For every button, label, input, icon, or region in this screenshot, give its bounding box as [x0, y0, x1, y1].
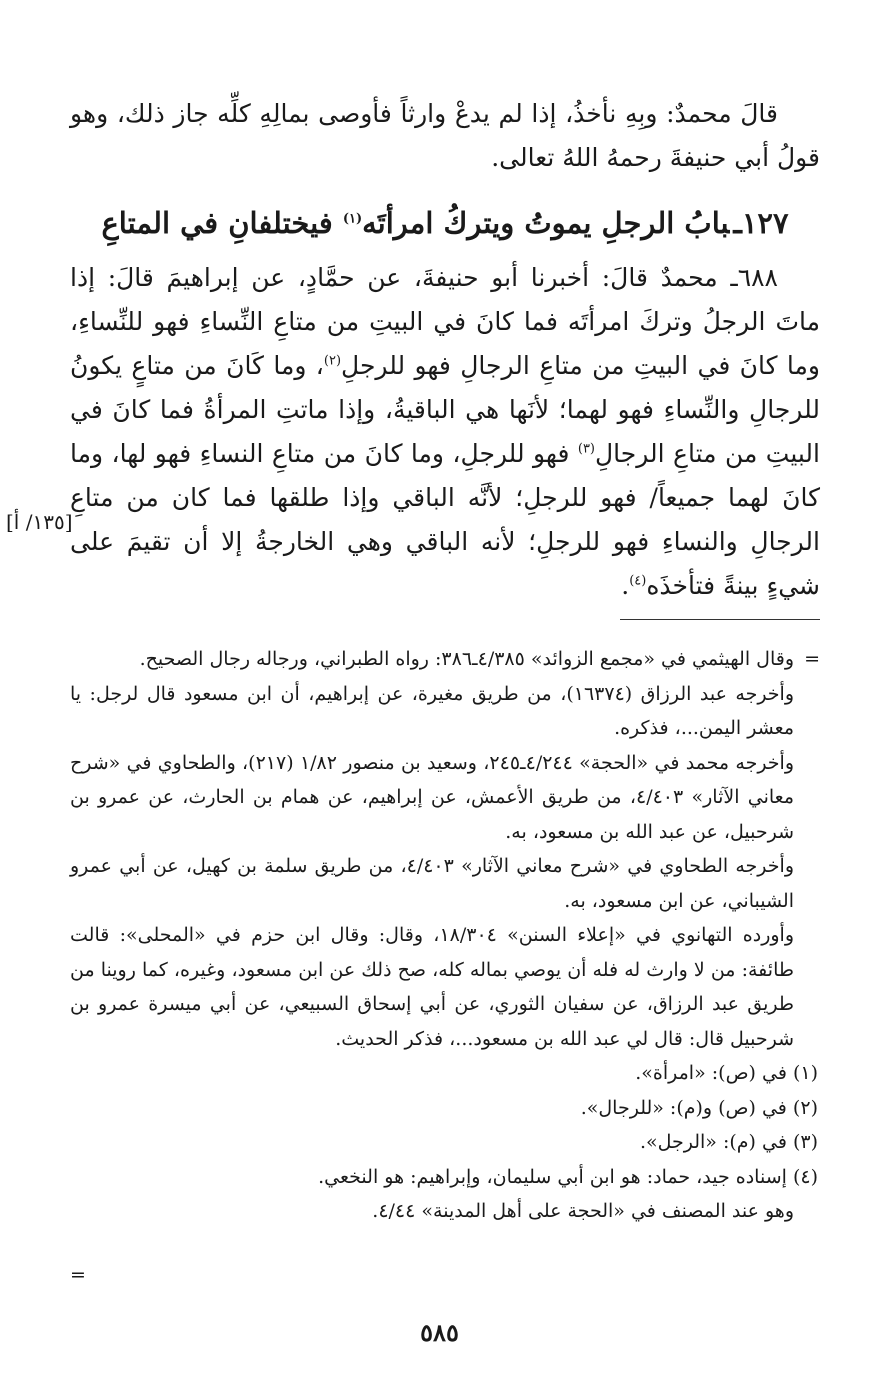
continuation-mark: = [804, 648, 820, 670]
note-haythami: وقال الهيثمي في «مجمع الزوائد» ٤/٣٨٥ـ٣٨٦: رواه الطبراني، ورجاله رجال الصحيح. [139, 648, 794, 670]
paragraph-688-part-c: فهو للرجلِ، وما كانَ من متاعِ النساءِ فهو لها، وما كانَ لهما جميعاً/ فهو للرجلِ؛ لأنَّه الباقي وإذا طلقها فما كان من متاعِ الرجالِ والنساءِ فهو للرجلِ؛ لأنه الباقي وهي الخارجةُ إلا أن تقيمَ على شيءٍ بينةً فتأخذَه [70, 439, 820, 600]
footnote-ref-2[interactable]: (٢) [323, 353, 342, 369]
paragraph-688-part-b: ، وما كَانَ من متاعٍ يكونُ للرجالِ والنِّساءِ فهو لهما؛ لأنَها هي الباقيةُ، وإذا ماتتِ المرأةُ فما كانَ في البيتِ من متاعِ الرجالِ [70, 351, 820, 468]
footnote-3: (٣) في (م): «الرجل». [639, 1131, 818, 1153]
paragraph-688-end: . [621, 571, 630, 600]
heading-text-a: بابُ الرجلِ يموتُ ويتركُ امرأتَه [362, 206, 730, 240]
footnote-1: (١) في (ص): «امرأة». [635, 1062, 818, 1084]
main-text [70, 92, 820, 608]
heading-number: ١٢٧ـ [733, 206, 789, 240]
paragraph-688-part-a: ٦٨٨ـ محمدٌ قالَ: أخبرنا أبو حنيفةَ، عن حمَّادٍ، عن إبراهيمَ قالَ: إذا ماتَ الرجلُ وتركَ امرأتَه فما كانَ في البيتِ من متاعِ النِّساءِ فهو للنِّساءِ، وما كانَ في البيتِ من متاعِ الرجالِ فهو للرجلِ [70, 263, 820, 380]
footnote-ref-4[interactable]: (٤) [629, 573, 647, 589]
note-hujja: وأخرجه محمد في «الحجة» ٤/٢٤٤ـ٢٤٥، وسعيد بن منصور ١/٨٢ (٢١٧)، والطحاوي في «شرح معاني الآثار» ٤/٤٠٣، من طريق الأعمش، عن إبراهيم، عن همام بن الحارث، عن عمرو بن شرحبيل، عن عبد الله بن مسعود، به. [70, 751, 795, 843]
note-abdulrazzaq: وأخرجه عبد الرزاق (١٦٣٧٤)، من طريق مغيرة، عن إبراهيم، أن ابن مسعود قال لرجل: يا معشر اليمن...، فذكره. [70, 682, 794, 739]
manuscript-folio-ref: [١٣٥/ أ] [6, 510, 73, 534]
footnote-separator [620, 619, 820, 620]
footnotes-section [70, 642, 820, 1229]
footnote-2: (٢) في (ص) و(م): «للرجال». [580, 1096, 818, 1119]
footnote-4: (٤) إسناده جيد، حماد: هو ابن أبي سليمان، وإبراهيم: هو النخعي. [318, 1165, 818, 1188]
chapter-heading [70, 196, 820, 250]
intro-paragraph: قالَ محمدٌ: وبِهِ نأخذُ، إذا لم يدعْ وارثاً فأوصى بمالِهِ كلِّه جاز ذلك، وهو قولُ أبي حنيفةَ رحمهُ اللهُ تعالى. [70, 99, 820, 172]
footnote-4-continuation: وهو عند المصنف في «الحجة على أهل المدينة» ٤/٤٤. [372, 1200, 794, 1222]
note-continues-mark: = [70, 1264, 86, 1286]
paragraph-688 [70, 256, 820, 608]
note-continuation [70, 642, 820, 677]
heading-text-b: فيختلفانِ في المتاعِ [101, 206, 343, 240]
note-tahawi: وأخرجه الطحاوي في «شرح معاني الآثار» ٤/٤٠٣، من طريق سلمة بن كهيل، عن أبي عمرو الشيباني، عن ابن مسعود، به. [70, 855, 794, 912]
page-number: ٥٨٥ [420, 1318, 459, 1347]
footnote-ref-3[interactable]: (٣) [577, 441, 595, 457]
footnote-ref-1[interactable]: (١) [342, 211, 363, 227]
note-tahanawi: وأورده التهانوي في «إعلاء السنن» ١٨/٣٠٤، وقال: وقال ابن حزم في «المحلى»: قالت طائفة: من لا وارث له فله أن يوصي بماله كله، صح ذلك عن ابن مسعود، وغيره، كما روينا من طريق عبد الرزاق، عن سفيان الثوري، عن أبي إسحاق السبيعي، عن أبي ميسرة عمرو بن شرحبيل قال: قال لي عبد الله بن مسعود...، فذكر الحديث. [70, 924, 794, 1050]
